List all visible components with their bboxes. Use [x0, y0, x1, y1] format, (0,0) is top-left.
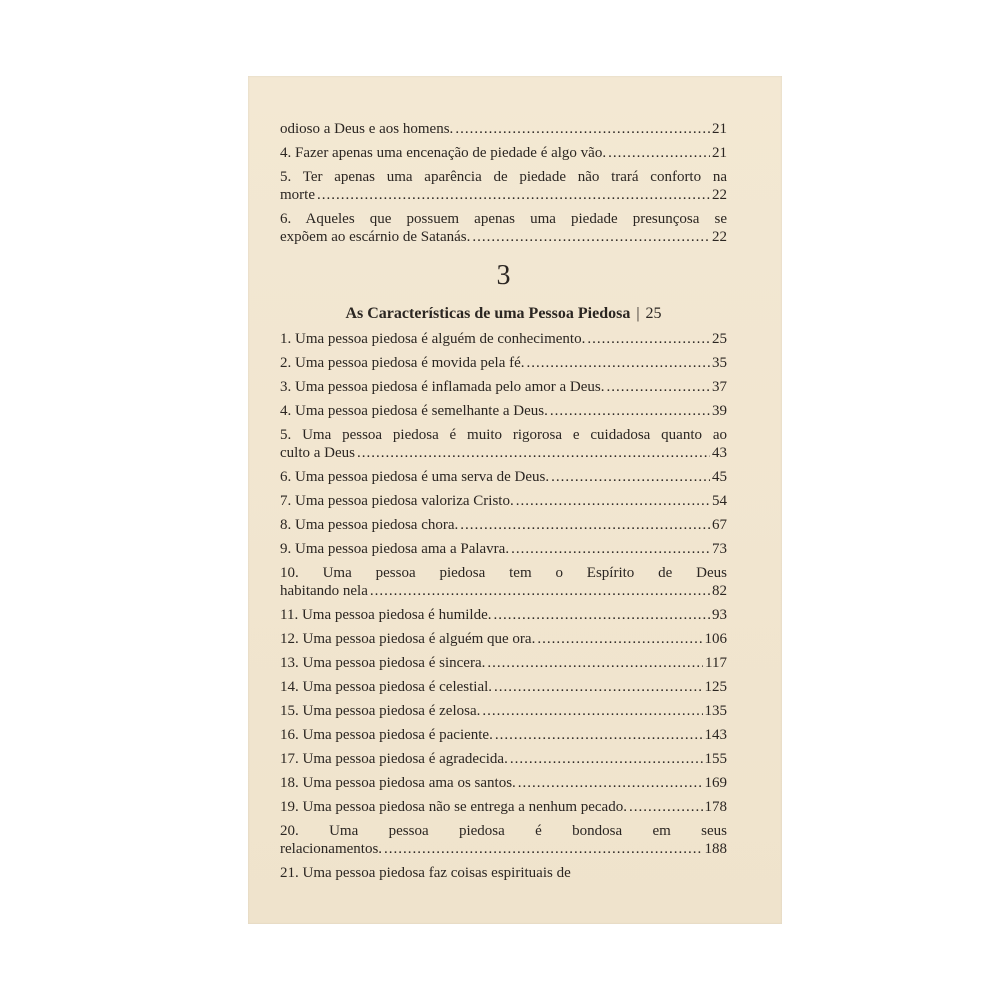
toc-page-number: 117	[705, 655, 727, 671]
chapter-heading	[280, 304, 727, 324]
dot-leader	[606, 378, 710, 396]
toc-entry	[280, 210, 727, 246]
dot-leader	[317, 186, 710, 204]
toc-entry	[280, 564, 727, 600]
toc-entry-text: 17. Uma pessoa piedosa é agradecida.	[280, 751, 508, 767]
dot-leader	[608, 144, 710, 162]
toc-entry	[280, 168, 727, 204]
toc-entry-text: 6. Aqueles que possuem apenas uma piedade presunçosa se	[280, 211, 727, 227]
toc-entry-line	[280, 516, 727, 534]
toc-entry-text: 7. Uma pessoa piedosa valoriza Cristo.	[280, 493, 514, 509]
dot-leader	[455, 120, 710, 138]
toc-page-number: 45	[712, 469, 727, 485]
toc-entry-text: 19. Uma pessoa piedosa não se entrega a nenhum pecado.	[280, 799, 627, 815]
toc-entry	[280, 654, 727, 672]
toc-entry	[280, 750, 727, 768]
toc-entry-line	[280, 654, 727, 672]
toc-entry-text: 15. Uma pessoa piedosa é zelosa.	[280, 703, 481, 719]
toc-entry-line	[280, 540, 727, 558]
dot-leader	[493, 606, 710, 624]
toc-entry-text: 6. Uma pessoa piedosa é uma serva de Deus.	[280, 469, 550, 485]
toc-entry-line	[280, 840, 727, 858]
toc-entry-line	[280, 702, 727, 720]
toc-entry-text: 2. Uma pessoa piedosa é movida pela fé.	[280, 355, 525, 371]
toc-page-number: 21	[712, 145, 727, 161]
toc-entry-line	[280, 750, 727, 768]
dot-leader	[370, 582, 710, 600]
toc-entry-text: odioso a Deus e aos homens.	[280, 121, 454, 137]
toc-page-number: 22	[712, 187, 727, 203]
dot-leader	[482, 702, 702, 720]
toc-entry	[280, 426, 727, 462]
toc-entry	[280, 630, 727, 648]
dot-leader	[550, 402, 710, 420]
toc-entry	[280, 822, 727, 858]
dot-leader	[384, 840, 702, 858]
toc-entry	[280, 120, 727, 138]
dot-leader	[518, 774, 703, 792]
toc-entry	[280, 726, 727, 744]
toc-page-number: 37	[712, 379, 727, 395]
toc-page-number: 106	[704, 631, 727, 647]
toc-entry-text: habitando nela	[280, 583, 368, 599]
toc-entry-text: 12. Uma pessoa piedosa é alguém que ora.	[280, 631, 536, 647]
toc-entry-line	[280, 228, 727, 246]
toc-entry	[280, 774, 727, 792]
toc-entry-text: 4. Uma pessoa piedosa é semelhante a Deus.	[280, 403, 548, 419]
toc-entry-line	[280, 774, 727, 792]
toc-entry-line	[280, 186, 727, 204]
chapter-title: As Características de uma Pessoa Piedosa	[345, 305, 631, 322]
dot-leader	[357, 444, 710, 462]
toc-entry	[280, 402, 727, 420]
toc-entry	[280, 678, 727, 696]
chapter-page: 25	[645, 305, 662, 322]
toc-entry-text: 8. Uma pessoa piedosa chora.	[280, 517, 459, 533]
toc-entry-text: 10. Uma pessoa piedosa tem o Espírito de Deus	[280, 565, 727, 581]
toc-page-number: 35	[712, 355, 727, 371]
dot-leader	[516, 492, 710, 510]
toc-entry	[280, 540, 727, 558]
toc-entry-text: 5. Uma pessoa piedosa é muito rigorosa e cuidadosa quanto ao	[280, 427, 727, 443]
toc-entry	[280, 468, 727, 486]
toc-entry-line	[280, 330, 727, 348]
toc-entry-line	[280, 468, 727, 486]
dot-leader	[495, 726, 703, 744]
toc-entry-line	[280, 678, 727, 696]
toc-entry	[280, 516, 727, 534]
dot-leader	[460, 516, 710, 534]
toc-entry-line	[280, 492, 727, 510]
book-page	[248, 76, 782, 924]
toc-page-number: 125	[704, 679, 727, 695]
toc-entry-line	[280, 864, 727, 882]
toc-entry-line	[280, 726, 727, 744]
toc-entry-text: 14. Uma pessoa piedosa é celestial.	[280, 679, 493, 695]
toc-page-number: 82	[712, 583, 727, 599]
toc-entry	[280, 702, 727, 720]
toc-entry-text: 5. Ter apenas uma aparência de piedade não trará conforto na	[280, 169, 727, 185]
toc-page-number: 188	[704, 841, 727, 857]
toc-entry-text: expõem ao escárnio de Satanás.	[280, 229, 471, 245]
toc-entry-text: 20. Uma pessoa piedosa é bondosa em seus	[280, 823, 727, 839]
toc-entry	[280, 354, 727, 372]
toc-entry-line	[280, 444, 727, 462]
toc-page-number: 135	[704, 703, 727, 719]
toc-entry-text: 13. Uma pessoa piedosa é sincera.	[280, 655, 486, 671]
toc-entry-text: 9. Uma pessoa piedosa ama a Palavra.	[280, 541, 510, 557]
table-of-contents	[280, 120, 727, 888]
toc-entry-text: 1. Uma pessoa piedosa é alguém de conhecimento.	[280, 331, 586, 347]
toc-entry-text: 16. Uma pessoa piedosa é paciente.	[280, 727, 493, 743]
dot-leader	[527, 354, 710, 372]
dot-leader	[494, 678, 702, 696]
toc-entry-line	[280, 630, 727, 648]
dot-leader	[537, 630, 702, 648]
dot-leader	[510, 750, 703, 768]
toc-page-number: 21	[712, 121, 727, 137]
toc-entry-line	[280, 798, 727, 816]
toc-entry-line	[280, 402, 727, 420]
toc-entry-line	[280, 606, 727, 624]
toc-page-number: 22	[712, 229, 727, 245]
toc-page-number: 39	[712, 403, 727, 419]
toc-entry-text: 21. Uma pessoa piedosa faz coisas espirituais de	[280, 865, 571, 881]
toc-entry-text: 3. Uma pessoa piedosa é inflamada pelo amor a Deus.	[280, 379, 605, 395]
dot-leader	[511, 540, 710, 558]
chapter-separator: |	[636, 305, 640, 322]
dot-leader	[472, 228, 710, 246]
toc-entry-line	[280, 378, 727, 396]
toc-page-number: 25	[712, 331, 727, 347]
toc-entry	[280, 606, 727, 624]
toc-entry-text: culto a Deus	[280, 445, 355, 461]
toc-entry	[280, 864, 727, 882]
toc-page-number: 178	[704, 799, 727, 815]
toc-entry	[280, 798, 727, 816]
dot-leader	[587, 330, 710, 348]
toc-entry	[280, 144, 727, 162]
toc-page-number: 67	[712, 517, 727, 533]
toc-entry-line	[280, 354, 727, 372]
dot-leader	[487, 654, 703, 672]
toc-top-list	[280, 120, 727, 246]
toc-entry-text: relacionamentos.	[280, 841, 383, 857]
toc-page-number: 169	[704, 775, 727, 791]
dot-leader	[551, 468, 710, 486]
toc-entry	[280, 330, 727, 348]
toc-entry	[280, 492, 727, 510]
toc-page-number: 73	[712, 541, 727, 557]
toc-entry-line	[280, 144, 727, 162]
toc-entry-line	[280, 120, 727, 138]
chapter-number: 3	[496, 260, 511, 291]
dot-leader	[629, 798, 703, 816]
toc-chapter-list	[280, 330, 727, 882]
toc-entry-text: 4. Fazer apenas uma encenação de piedade é algo vão.	[280, 145, 607, 161]
toc-entry-text: morte	[280, 187, 315, 203]
toc-entry	[280, 378, 727, 396]
toc-page-number: 54	[712, 493, 727, 509]
toc-entry-line	[280, 582, 727, 600]
toc-page-number: 43	[712, 445, 727, 461]
toc-entry-text: 11. Uma pessoa piedosa é humilde.	[280, 607, 492, 623]
toc-page-number: 93	[712, 607, 727, 623]
toc-page-number: 143	[704, 727, 727, 743]
toc-page-number: 155	[704, 751, 727, 767]
toc-entry-text: 18. Uma pessoa piedosa ama os santos.	[280, 775, 516, 791]
